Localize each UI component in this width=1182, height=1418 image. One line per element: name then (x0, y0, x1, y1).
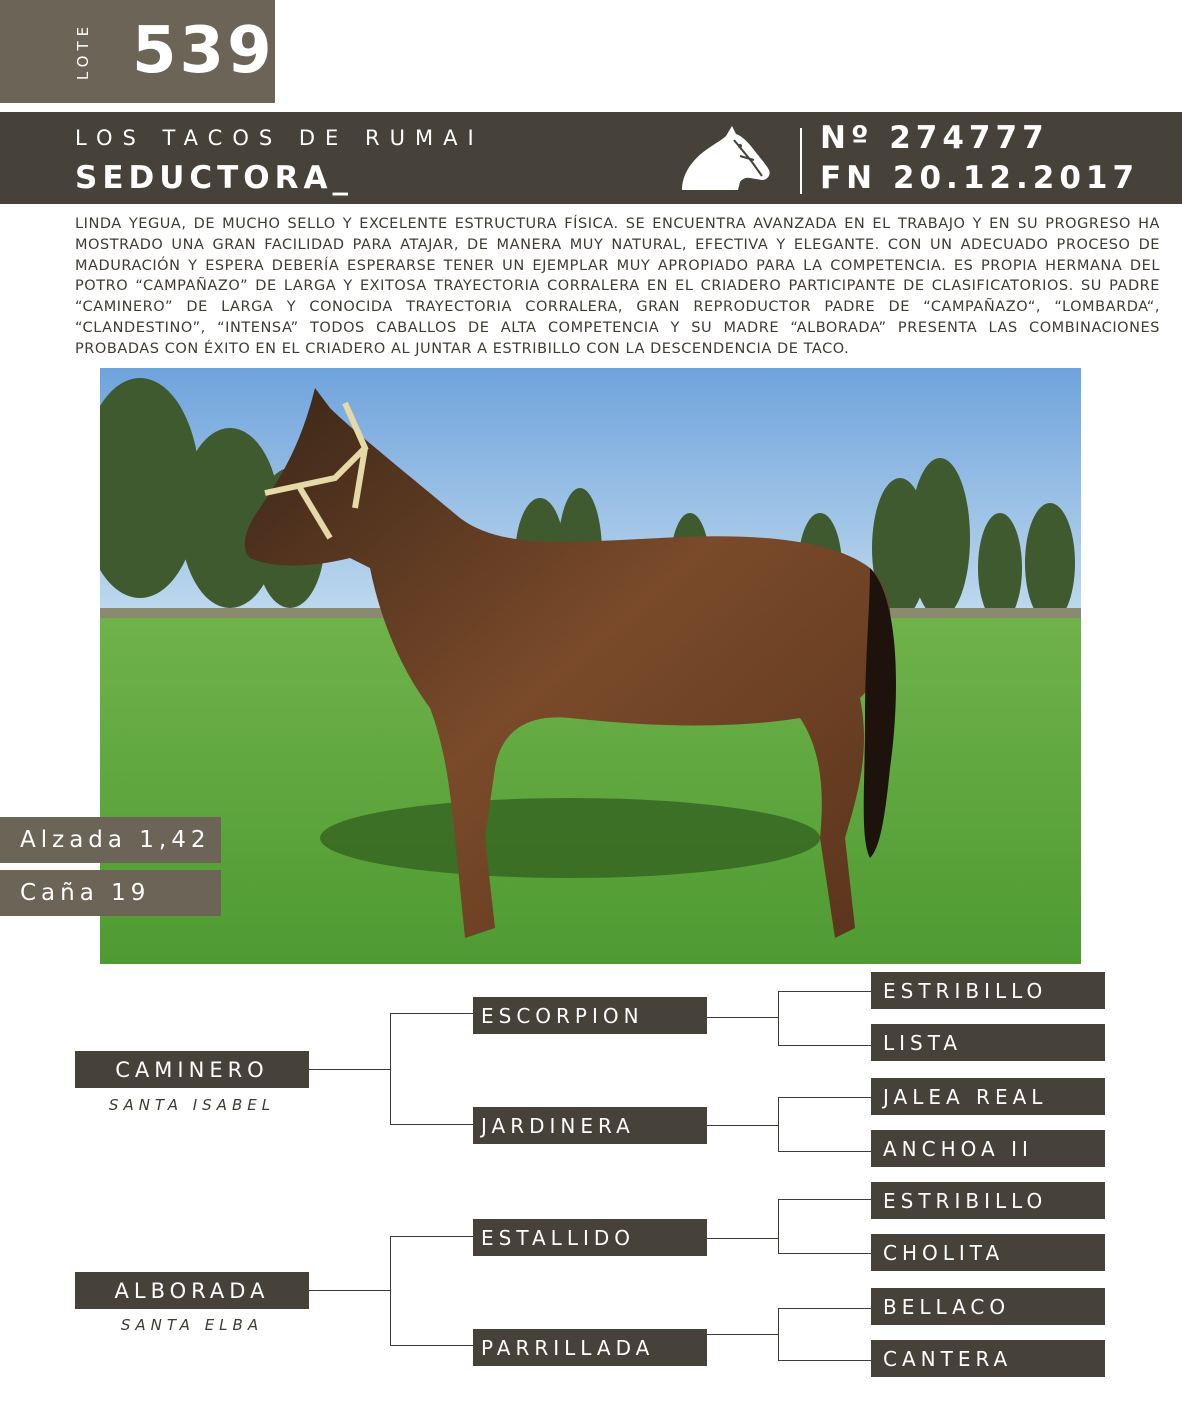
great-grandparent-box: LISTA (871, 1024, 1105, 1061)
pedigree-connector (707, 1238, 779, 1239)
pedigree-connector (778, 1045, 872, 1046)
pedigree-connector (390, 1013, 391, 1124)
great-grandparent-box: ANCHOA II (871, 1130, 1105, 1167)
horse-head-icon (680, 124, 772, 194)
header-divider (800, 128, 802, 194)
pedigree-connector (778, 1151, 872, 1152)
registration-number: Nº 274777 (820, 120, 1049, 156)
grandparent-box: JARDINERA (473, 1107, 707, 1144)
pedigree-connector (309, 1069, 391, 1070)
cane-badge: Caña 19 (0, 870, 221, 916)
great-grandparent-box: ESTRIBILLO (871, 1182, 1105, 1219)
pedigree-connector (778, 1253, 872, 1254)
pedigree-connector (778, 1097, 872, 1098)
great-grandparent-box: CHOLITA (871, 1234, 1105, 1271)
pedigree-connector (778, 1308, 872, 1309)
dam-origin: SANTA ELBA (120, 1316, 264, 1334)
sire-name: CAMINERO (75, 1051, 309, 1088)
pedigree-connector (778, 1199, 872, 1200)
dam-name: ALBORADA (75, 1272, 309, 1309)
birth-date: FN 20.12.2017 (820, 160, 1140, 196)
great-grandparent-box: ESTRIBILLO (871, 972, 1105, 1009)
height-badge: Alzada 1,42 (0, 817, 221, 863)
horse-photo (100, 368, 1081, 964)
grandparent-box: PARRILLADA (473, 1329, 707, 1366)
pedigree-connector (707, 1125, 779, 1126)
grandparent-box: ESCORPION (473, 997, 707, 1034)
pedigree-connector (309, 1290, 391, 1291)
pedigree-connector (778, 991, 872, 992)
pedigree-connector (390, 1345, 474, 1346)
great-grandparent-box: BELLACO (871, 1288, 1105, 1325)
pedigree-connector (390, 1124, 474, 1125)
pedigree-connector (778, 1308, 779, 1360)
pedigree-connector (778, 1097, 779, 1151)
great-grandparent-box: JALEA REAL (871, 1078, 1105, 1115)
pedigree-connector (390, 1236, 391, 1345)
breeder-name: LOS TACOS DE RUMAI (75, 126, 484, 150)
great-grandparent-box: CANTERA (871, 1340, 1105, 1377)
horse-illustration (100, 368, 1081, 964)
lot-label: LOTE (74, 21, 92, 81)
pedigree-connector (778, 991, 779, 1045)
sire-origin: SANTA ISABEL (108, 1096, 276, 1114)
description-text: LINDA YEGUA, DE MUCHO SELLO Y EXCELENTE ESTRUCTURA FÍSICA. SE ENCUENTRA AVANZADA EN EL TRABAJO Y EN SU PROGRESO HA MOSTRADO UNA GRAN FACILIDAD PARA ATAJAR, DE MANERA MUY NATURAL, EFECTIVA Y ELEGANTE. CON UN ADECUADO PROCESO DE MADURACIÓN Y ESPERA DEBERÍA ESPERARSE TENER UN EJEMPLAR MUY APROPIADO PARA LA COMPETENCIA. ES PROPIA HERMANA DEL POTRO “CAMPAÑAZO” DE LARGA Y EXITOSA TRAYECTORIA CORRALERA EN EL CRIADERO PARTICIPANTE DE CLASIFICATORIOS. SU PADRE “CAMINERO” DE LARGA Y CONOCIDA TRAYECTORIA CORRALERA, GRAN REPRODUCTOR PADRE DE “CAMPAÑAZO“, “LOMBARDA“, “CLANDESTINO”, “INTENSA” TODOS CABALLOS DE ALTA COMPETENCIA Y SU MADRE “ALBORADA” PRESENTA LAS COMBINACIONES PROBADAS CON ÉXITO EN EL CRIADERO AL JUNTAR A ESTRIBILLO CON LA DESCENDENCIA DE TACO. (75, 216, 1160, 357)
pedigree-connector (390, 1013, 474, 1014)
horse-name: SEDUCTORA_ (75, 160, 354, 196)
pedigree-connector (778, 1199, 779, 1253)
lot-number: 539 (132, 14, 275, 88)
pedigree-connector (707, 1334, 779, 1335)
pedigree-connector (390, 1236, 474, 1237)
pedigree-connector (707, 1017, 779, 1018)
grandparent-box: ESTALLIDO (473, 1219, 707, 1256)
pedigree-connector (778, 1360, 872, 1361)
